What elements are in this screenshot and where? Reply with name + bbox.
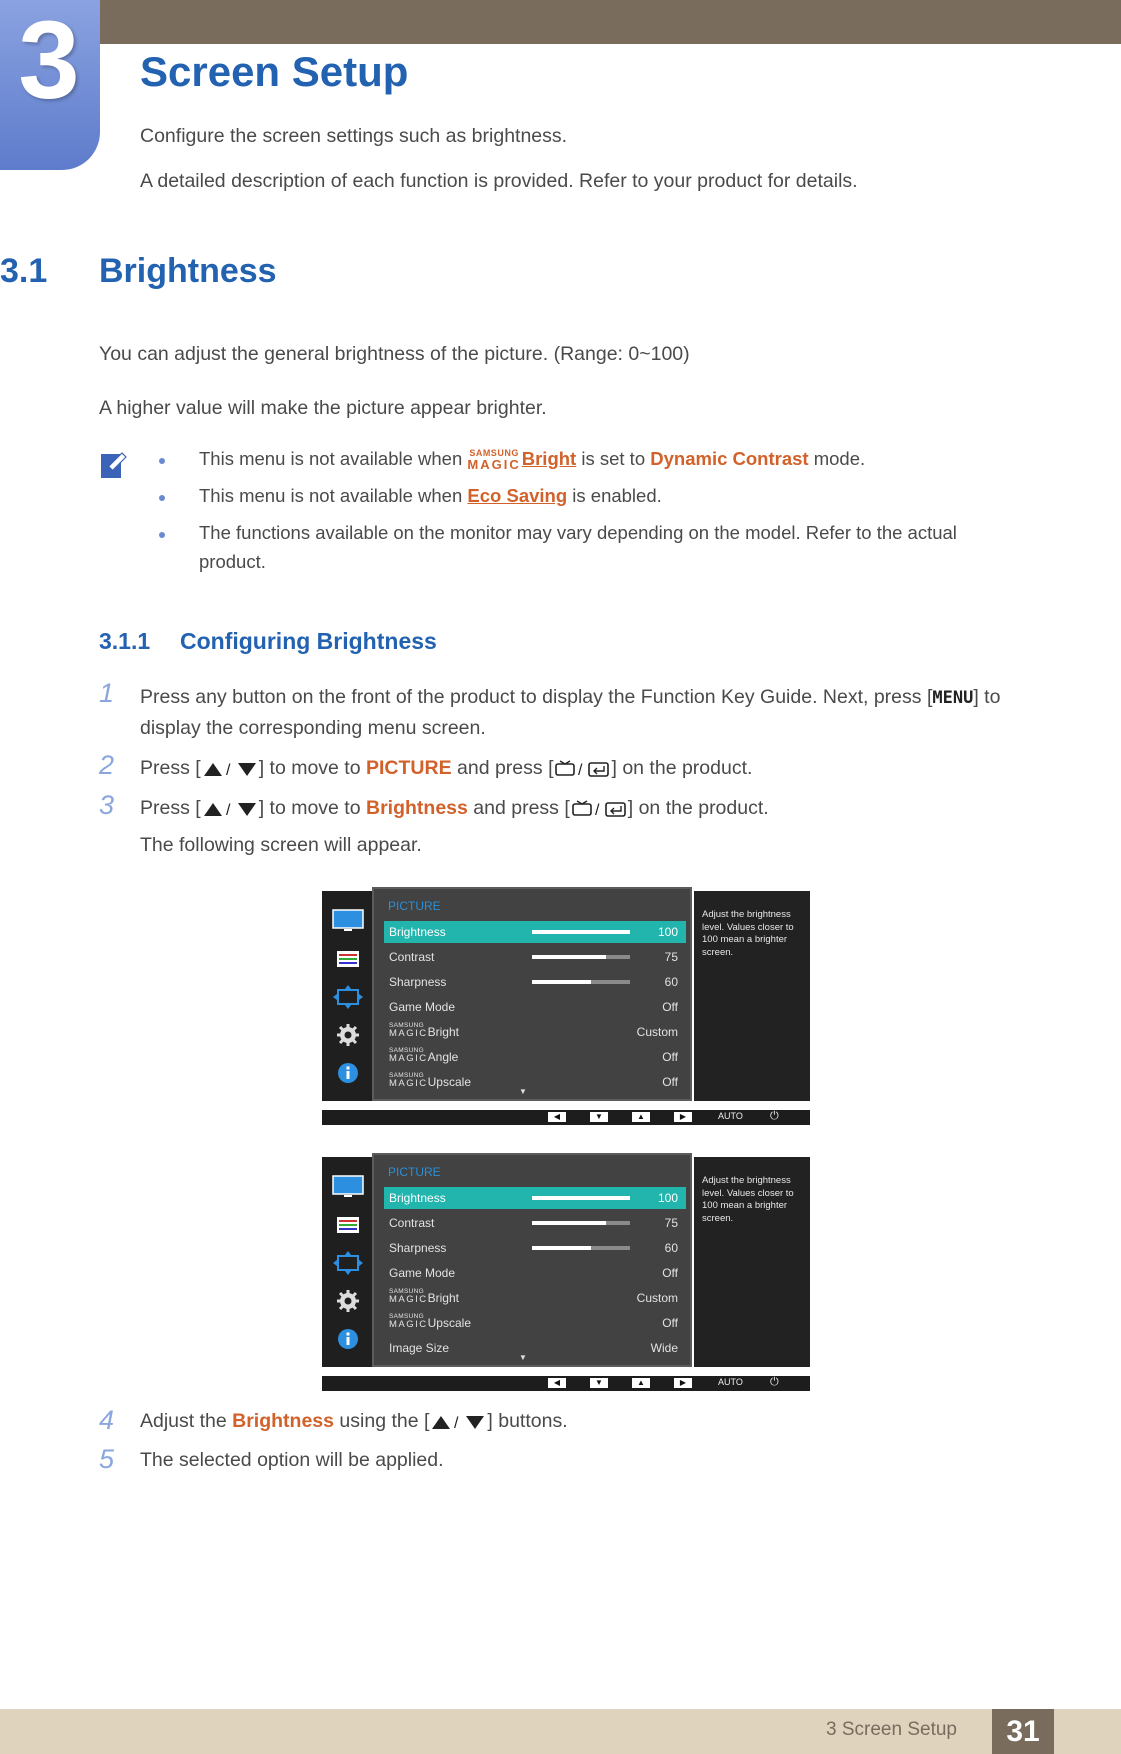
osd-item-label — [389, 1021, 459, 1040]
step-1-line-2: display the corresponding menu screen. — [140, 717, 486, 739]
step-2-mid: ] to move to — [258, 757, 366, 779]
left-arrow-button[interactable]: ◀ — [548, 1378, 566, 1388]
up-arrow-button[interactable]: ▲ — [632, 1112, 650, 1122]
step-3-text: Press [ — [140, 797, 201, 819]
osd-item-label: Brightness — [389, 1191, 446, 1205]
brightness-label: Brightness — [366, 797, 468, 819]
brightness-label: Brightness — [232, 1410, 334, 1432]
osd-slider-fill — [532, 930, 630, 934]
magic-logo-samsung: SAMSUNG — [469, 448, 519, 459]
svg-text:/: / — [454, 1414, 459, 1432]
info-icon — [332, 1327, 364, 1351]
osd-screen-2 — [322, 1157, 810, 1367]
subsection-title: Configuring Brightness — [180, 628, 437, 654]
osd-slider — [532, 1221, 630, 1225]
note-3-line-2: product. — [199, 551, 266, 572]
osd-slider — [532, 1246, 630, 1250]
footer-chapter-label: 3 Screen Setup — [826, 1719, 957, 1740]
osd-item-label — [389, 1046, 459, 1065]
osd-item-value: Off — [662, 1266, 678, 1280]
source-enter-icon — [570, 799, 628, 819]
osd-item-label: Brightness — [389, 925, 446, 939]
note-pencil-icon — [100, 450, 128, 480]
osd-slider-fill — [532, 980, 591, 984]
scroll-down-arrow-icon: ▼ — [519, 1087, 527, 1096]
function-key-bar-1 — [322, 1110, 810, 1125]
osd-menu-panel — [372, 887, 692, 1101]
chapter-intro-2: A detailed description of each function is provided. Refer to your product for details. — [140, 170, 858, 192]
note-2-end: is enabled. — [567, 485, 662, 506]
osd-item-value: Custom — [636, 1025, 678, 1039]
size-position-icon — [332, 985, 364, 1009]
osd-menu-panel — [372, 1153, 692, 1367]
bullet-dot — [159, 458, 165, 464]
picture-monitor-icon — [332, 909, 364, 933]
osd-menu-item-contrast[interactable] — [384, 946, 686, 968]
svg-text:/: / — [578, 761, 583, 779]
top-bar — [0, 0, 1121, 44]
picture-monitor-icon — [332, 1175, 364, 1199]
osd-icon-column — [322, 1157, 372, 1367]
osd-item-label-text: Bright — [427, 1291, 459, 1305]
note-2 — [199, 485, 662, 507]
step-2 — [140, 757, 752, 780]
down-arrow-button[interactable]: ▼ — [590, 1378, 608, 1388]
step-3-mid: ] to move to — [258, 797, 366, 819]
osd-item-label: Contrast — [389, 950, 435, 964]
osd-icon-column — [322, 891, 372, 1101]
magic-logo-magic: MAGIC — [467, 457, 521, 473]
osd-slider — [532, 1196, 630, 1200]
osd-menu-item-image-size[interactable] — [384, 1337, 686, 1359]
osd-item-label: Sharpness — [389, 975, 447, 989]
osd-item-value: Off — [662, 1050, 678, 1064]
osd-menu-item-game-mode[interactable] — [384, 1262, 686, 1284]
osd-item-label: Contrast — [389, 1216, 435, 1230]
osd-slider — [532, 980, 630, 984]
osd-item-value: 60 — [664, 975, 678, 989]
osd-slider-fill — [532, 1221, 606, 1225]
size-position-icon — [332, 1251, 364, 1275]
power-icon[interactable]: ⏻ — [770, 1110, 779, 1122]
osd-menu-item-game-mode[interactable] — [384, 996, 686, 1018]
up-arrow-button[interactable]: ▲ — [632, 1378, 650, 1388]
chapter-title: Screen Setup — [140, 48, 409, 95]
gear-icon — [332, 1023, 364, 1047]
power-icon[interactable]: ⏻ — [770, 1376, 779, 1388]
color-icon — [332, 947, 364, 971]
page-number: 31 — [992, 1709, 1054, 1754]
magic-bright-link[interactable]: Bright — [521, 448, 577, 469]
osd-item-value: Wide — [650, 1341, 678, 1355]
chapter-intro-1: Configure the screen settings such as brightness. — [140, 125, 568, 147]
osd-magic-word: MAGIC — [389, 1294, 428, 1306]
step-4-mid: using the [ — [334, 1410, 430, 1432]
osd-item-label-text: Angle — [427, 1050, 459, 1064]
step-2-and: and press [ — [451, 757, 554, 779]
osd-item-label — [389, 1287, 459, 1306]
auto-button[interactable]: AUTO — [718, 1377, 743, 1387]
menu-key-label: MENU — [932, 688, 974, 708]
osd-item-label-text: Upscale — [427, 1316, 471, 1330]
osd-item-value: Off — [662, 1316, 678, 1330]
osd-screen-1 — [322, 891, 810, 1101]
osd-magic-logo — [389, 1023, 428, 1039]
osd-item-value: 100 — [657, 1191, 678, 1205]
note-2-text: This menu is not available when — [199, 485, 468, 506]
note-1-mid: is set to — [576, 448, 651, 469]
step-4-text: Adjust the — [140, 1410, 233, 1432]
osd-slider-fill — [532, 1196, 630, 1200]
note-3-line-1: The functions available on the monitor may vary depending on the model. Refer to the actual — [199, 522, 957, 543]
gear-icon — [332, 1289, 364, 1313]
svg-text:/: / — [225, 761, 231, 779]
down-arrow-button[interactable]: ▼ — [590, 1112, 608, 1122]
osd-item-value: 75 — [664, 1216, 678, 1230]
osd-help-text: Adjust the brightness level. Values closer to 100 mean a brighter screen. — [702, 1175, 794, 1224]
step-number: 4 — [99, 1405, 115, 1435]
osd-magic-logo — [389, 1314, 428, 1330]
osd-menu-item-contrast[interactable] — [384, 1212, 686, 1234]
section-title: Brightness — [99, 252, 277, 290]
right-arrow-button[interactable]: ▶ — [674, 1378, 692, 1388]
step-1-line-1 — [140, 686, 1000, 709]
scroll-down-arrow-icon: ▼ — [519, 1353, 527, 1362]
step-3-and: and press [ — [467, 797, 570, 819]
osd-item-label-text: Bright — [427, 1025, 459, 1039]
note-1-text: This menu is not available when — [199, 448, 468, 469]
osd-help-text: Adjust the brightness level. Values closer to 100 mean a brighter screen. — [702, 909, 794, 958]
eco-saving-link[interactable]: Eco Saving — [467, 485, 568, 506]
osd-menu-item-sharpness[interactable] — [384, 1237, 686, 1259]
section-para-2: A higher value will make the picture appear brighter. — [99, 397, 547, 419]
chapter-number: 3 — [18, 0, 80, 122]
osd-slider — [532, 930, 630, 934]
osd-menu-item-magic-angle[interactable] — [384, 1046, 686, 1068]
osd-magic-samsung: SAMSUNG — [389, 1071, 424, 1079]
osd-item-value: 60 — [664, 1241, 678, 1255]
right-arrow-button[interactable]: ▶ — [674, 1112, 692, 1122]
step-number: 5 — [99, 1444, 115, 1474]
bullet-dot — [159, 532, 165, 538]
osd-menu-header: PICTURE — [388, 899, 441, 913]
osd-item-value: Custom — [636, 1291, 678, 1305]
note-1 — [199, 448, 865, 471]
picture-label: PICTURE — [366, 757, 452, 779]
osd-magic-samsung: SAMSUNG — [389, 1021, 424, 1029]
up-down-arrows-icon — [201, 759, 259, 779]
step-5: The selected option will be applied. — [140, 1449, 444, 1471]
color-icon — [332, 1213, 364, 1237]
osd-menu-item-magic-bright[interactable] — [384, 1287, 686, 1309]
note-1-end: mode. — [808, 448, 866, 469]
step-4 — [140, 1410, 568, 1433]
osd-menu-item-magic-upscale[interactable] — [384, 1071, 686, 1093]
dynamic-contrast-label: Dynamic Contrast — [650, 448, 809, 469]
osd-item-value: 75 — [664, 950, 678, 964]
osd-menu-item-sharpness[interactable] — [384, 971, 686, 993]
osd-magic-samsung: SAMSUNG — [389, 1287, 424, 1295]
osd-magic-word: MAGIC — [389, 1053, 428, 1065]
svg-text:/: / — [594, 801, 600, 819]
source-enter-icon — [553, 759, 611, 779]
section-para-1: You can adjust the general brightness of the picture. (Range: 0~100) — [99, 343, 690, 365]
step-2-end: ] on the product. — [611, 757, 753, 779]
osd-item-label-text: Upscale — [427, 1075, 471, 1089]
step-1-text: Press any button on the front of the product to display the Function Key Guide. Next, press [ — [140, 686, 933, 708]
info-icon — [332, 1061, 364, 1085]
bullet-dot — [159, 495, 165, 501]
samsung-magic-logo — [467, 449, 520, 471]
osd-magic-samsung: SAMSUNG — [389, 1046, 424, 1054]
osd-slider — [532, 955, 630, 959]
subsection-number: 3.1.1 — [99, 628, 151, 654]
step-number: 2 — [99, 750, 115, 780]
osd-menu-item-magic-upscale[interactable] — [384, 1312, 686, 1334]
osd-item-label — [389, 1071, 471, 1090]
step-3 — [140, 797, 769, 820]
osd-magic-logo — [389, 1289, 428, 1305]
osd-item-label: Sharpness — [389, 1241, 447, 1255]
osd-item-label — [389, 1312, 471, 1331]
up-down-arrows-icon — [201, 799, 259, 819]
step-3-line-2: The following screen will appear. — [140, 834, 422, 856]
left-arrow-button[interactable]: ◀ — [548, 1112, 566, 1122]
svg-text:/: / — [225, 801, 231, 819]
step-1-end: ] to — [973, 686, 1001, 708]
osd-magic-word: MAGIC — [389, 1319, 428, 1331]
step-3-end: ] on the product. — [627, 797, 769, 819]
osd-magic-logo — [389, 1073, 428, 1089]
auto-button[interactable]: AUTO — [718, 1111, 743, 1121]
section-number: 3.1 — [0, 252, 48, 290]
step-2-text: Press [ — [140, 757, 201, 779]
function-key-bar-2 — [322, 1376, 810, 1391]
step-4-end: ] buttons. — [487, 1410, 568, 1432]
up-down-arrows-icon — [429, 1412, 487, 1432]
osd-item-label: Game Mode — [389, 1266, 456, 1280]
osd-menu-item-magic-bright[interactable] — [384, 1021, 686, 1043]
osd-magic-word: MAGIC — [389, 1028, 428, 1040]
osd-slider-fill — [532, 955, 606, 959]
osd-item-label: Game Mode — [389, 1000, 456, 1014]
step-number: 1 — [99, 678, 115, 708]
osd-magic-word: MAGIC — [389, 1078, 428, 1090]
osd-item-value: Off — [662, 1075, 678, 1089]
osd-magic-logo — [389, 1048, 428, 1064]
osd-slider-fill — [532, 1246, 591, 1250]
osd-magic-samsung: SAMSUNG — [389, 1312, 424, 1320]
osd-menu-item-brightness[interactable] — [384, 921, 686, 943]
osd-menu-header: PICTURE — [388, 1165, 441, 1179]
step-number: 3 — [99, 790, 115, 820]
osd-item-value: Off — [662, 1000, 678, 1014]
osd-menu-item-brightness[interactable] — [384, 1187, 686, 1209]
osd-item-value: 100 — [657, 925, 678, 939]
osd-item-label: Image Size — [389, 1341, 450, 1355]
